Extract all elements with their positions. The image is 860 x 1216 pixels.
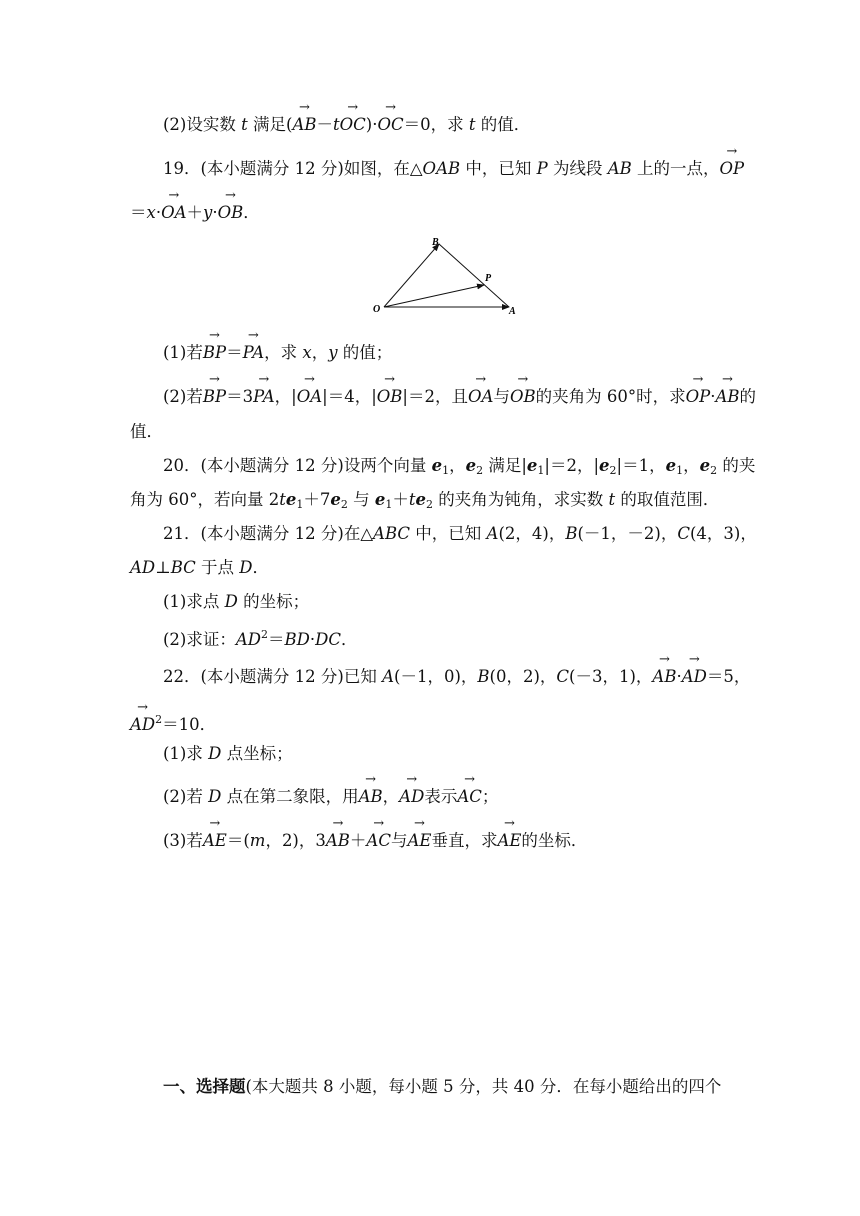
vector-OA: → OA: [297, 386, 322, 408]
q22-part1: (1)求 D 点坐标；: [163, 744, 293, 763]
q19-stem-line1: 19．(本小题满分 12 分)如图，在△OAB 中，已知 P 为线段 AB 上的一点，→ OP: [163, 158, 744, 180]
vector-AC: → AC: [366, 830, 391, 852]
vector-AC: → AC: [457, 786, 482, 808]
vector-BP: → BP: [203, 386, 226, 408]
q20-line1: 20．(本小题满分 12 分)设两个向量 $e_1$，$e_2$ 满足$|e_1|=2$，$|e_2|=1$，$e_1$，$e_2$ 的夹: [163, 456, 756, 477]
segment-OB: [384, 244, 439, 307]
section-label: 一、选择题: [163, 1077, 246, 1096]
q22-part2: (2)若 D 点在第二象限，用→ AB，→ AD表示→ AC；: [163, 786, 498, 808]
q21-line2: AD⊥BC 于点 D．: [130, 558, 269, 577]
vector-OA: → OA: [468, 386, 493, 408]
vector-AB: → AB: [326, 830, 350, 852]
section-text: (本大题共 8 小题，每小题 5 分，共 40 分．在每小题给出的四个: [245, 1077, 722, 1096]
q20-line2: 角为 60°，若向量 $2te_1+7e_2$ 与 $e_1+te_2$ 的夹角为钝角，求实数 t 的取值范围．: [130, 490, 720, 511]
vector-OC: → OC: [340, 114, 366, 136]
vector-AD: → AD: [399, 786, 424, 808]
vector-OB: → OB: [218, 202, 244, 224]
vector-OC: → OC: [377, 114, 403, 136]
segment-BA: [439, 244, 509, 307]
vector-AB: → AB: [715, 386, 739, 408]
label-B: B: [432, 237, 439, 248]
vector-BP: → BP: [203, 342, 226, 364]
section-heading: [163, 1076, 721, 1098]
vector-OP: → OP: [686, 386, 711, 408]
triangle-figure: [370, 234, 520, 318]
q21-part1: (1)求点 D 的坐标；: [163, 592, 310, 611]
vector-OB: → OB: [510, 386, 536, 408]
vector-PA: → PA: [253, 386, 275, 408]
q21-line1: 21．(本小题满分 12 分)在△ABC 中，已知 A(2，4)，B(－1，－2)，C(4，3)，: [163, 524, 757, 543]
vector-AB: → AB: [359, 786, 383, 808]
vector-AE: → AE: [407, 830, 431, 852]
vector-AE: → AE: [497, 830, 521, 852]
vector-AB: → AB: [292, 114, 316, 136]
vector-PA: → PA: [243, 342, 265, 364]
vector-AD: → AD: [130, 714, 155, 736]
q19-part2-line1: (2)若→ BP＝3→ PA，|→ OA|＝4，|→ OB|＝2，且→ OA与→ OB的夹角为 60°时，求→ OP·→ AB的: [163, 386, 756, 408]
q22-part3: (3)若→ AE＝(m，2)，3→ AB＋→ AC与→ AE垂直，求→ AE的坐标．: [163, 830, 587, 852]
q22-line2: → $AD^2=10$．: [130, 709, 216, 736]
q21-part2: (2)求证：$AD^2=BD\cdot DC$．: [163, 628, 358, 649]
vector-AB: → AB: [652, 666, 676, 688]
q18-part2: (2)设实数 t 满足(→ AB－t→ OC)·→ OC＝0，求 t 的值．: [163, 114, 530, 136]
vector-AD: → AD: [682, 666, 707, 688]
q19-part2-line2: 值．: [130, 422, 163, 441]
label-P: P: [485, 273, 492, 284]
q19-stem-line2: ＝x·→ OA＋y·→ OB．: [130, 202, 260, 224]
vector-OB: → OB: [377, 386, 403, 408]
segment-OP: [384, 285, 484, 307]
q19-part1: (1)若→ BP＝→ PA，求 x，y 的值；: [163, 342, 392, 364]
q22-line1: 22．(本小题满分 12 分)已知 A(－1，0)，B(0，2)，C(－3，1)，→ AB·→ AD＝5，: [163, 666, 750, 688]
vector-OP: → OP: [720, 158, 745, 180]
label-A: A: [509, 306, 516, 317]
vector-AE: → AE: [203, 830, 227, 852]
label-O: O: [373, 304, 381, 315]
vector-OA: → OA: [161, 202, 186, 224]
